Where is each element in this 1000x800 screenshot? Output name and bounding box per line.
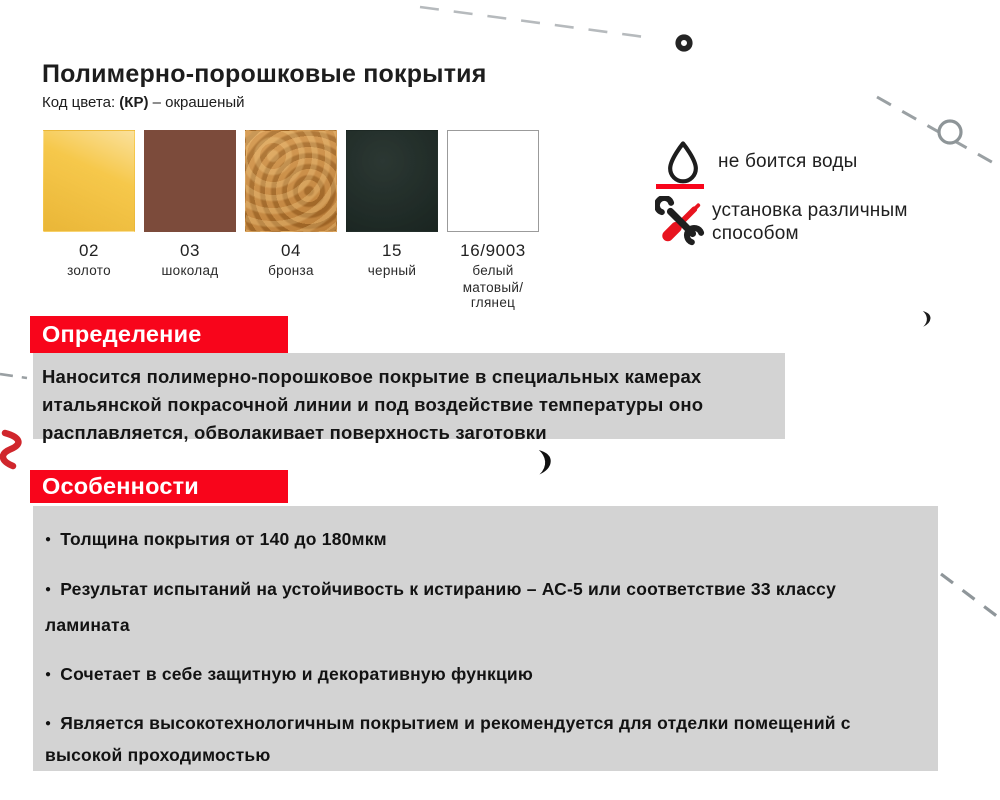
- dashed-line-top-icon: [420, 7, 652, 38]
- swatch-black: [346, 130, 438, 310]
- color-code-subtitle: [42, 94, 245, 111]
- swatch-name-2: матовый/глянец: [462, 280, 524, 311]
- swatch-code: 04: [280, 241, 302, 260]
- swatch-chocolate-chip: [144, 130, 236, 232]
- swatch-name: черный: [367, 263, 417, 278]
- color-code-value: (КР): [119, 94, 149, 111]
- feature-item: ● Сочетает в себе защитную и декоративную функцию: [45, 660, 918, 692]
- swatch-code: 16/9003: [460, 241, 526, 260]
- page-title: Полимерно-порошковые покрытия: [42, 60, 487, 88]
- benefit-label-install: установка различным способом: [712, 200, 908, 244]
- tools-icon: [655, 196, 708, 249]
- water-drop-icon: [663, 139, 703, 184]
- red-underline: [656, 184, 704, 189]
- swatch-code: 02: [78, 241, 100, 260]
- swatch-code: 03: [179, 241, 201, 260]
- color-code-suffix: – окрашеный: [152, 94, 245, 111]
- swatch-gold: [43, 130, 135, 310]
- comma-icon: [923, 311, 931, 327]
- definition-text: Наносится полимерно-порошковое покрытие в специальных камерах итальянской покрасочной линии и под воздействие температуры оно расплавляется, обволакивает поверхность заготовки: [33, 353, 785, 439]
- swatch-name: золото: [67, 263, 111, 278]
- features-heading: [30, 470, 288, 503]
- swatch-bronze: [245, 130, 337, 310]
- dashed-line-right-icon: [877, 97, 997, 165]
- feature-item: ● Является высокотехнологичным покрытием и рекомендуется для отделки помещений с высокой проходимостью: [45, 709, 918, 770]
- definition-heading-label: Определение: [42, 321, 202, 347]
- squiggle-icon: [3, 433, 18, 466]
- features-panel: [33, 506, 938, 771]
- swatch-black-chip: [346, 130, 438, 232]
- swatch-gold-chip: [43, 130, 135, 232]
- swatch-bronze-chip: [245, 130, 337, 232]
- color-code-label: Код цвета:: [42, 94, 116, 111]
- comma-icon: [539, 450, 551, 475]
- swatch-white: [447, 130, 539, 310]
- swatch-name: бронза: [268, 263, 314, 278]
- benefit-label-water: не боится воды: [718, 151, 858, 172]
- features-heading-label: Особенности: [42, 473, 199, 499]
- ring-icon: [678, 37, 690, 49]
- circle-icon: [939, 121, 961, 143]
- swatch-name: белый: [472, 263, 514, 278]
- swatch-chocolate: [144, 130, 236, 310]
- feature-item: ● Толщина покрытия от 140 до 180мкм: [45, 525, 918, 557]
- color-swatch-row: [43, 130, 539, 310]
- swatch-name: шоколад: [161, 263, 219, 278]
- features-list: [45, 525, 920, 770]
- swatch-white-chip: [447, 130, 539, 232]
- definition-heading: [30, 316, 288, 353]
- dashed-line-bottom-right-icon: [941, 574, 1000, 620]
- feature-item: ● Результат испытаний на устойчивость к истиранию – АС-5 или соответствие 33 классу ламината: [45, 573, 918, 641]
- dashed-line-left-icon: [0, 374, 27, 378]
- swatch-code: 15: [381, 241, 403, 260]
